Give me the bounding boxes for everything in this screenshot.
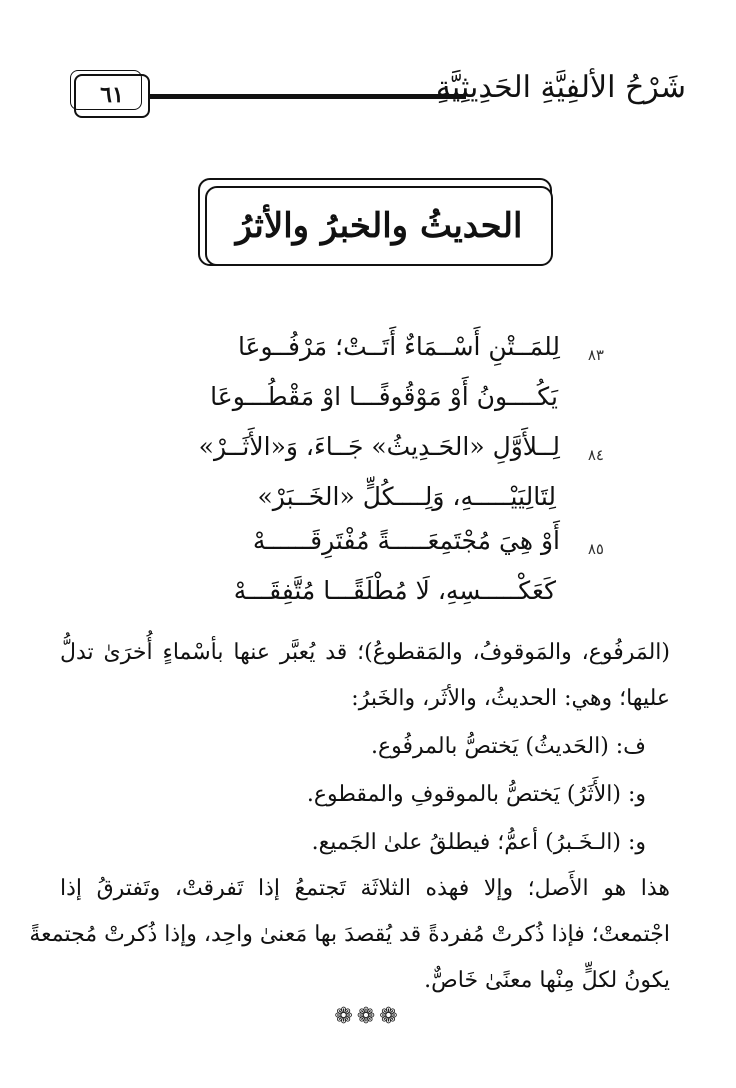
- verse-number: ٨٣: [587, 346, 604, 364]
- paragraph-line: (المَرفُوع، والمَوقوفُ، والمَقطوعُ)؛ قد يُعبَّر عنها بأسْماءٍ أُخرَىٰ تدلُّ: [60, 640, 670, 665]
- page-number-frame: [74, 74, 150, 118]
- verse-line: لِــلأَوَّلِ «الحَـدِيثُ» جَــاءَ، وَ«الأَثَــرْ»: [198, 432, 560, 461]
- verse-number: ٨٤: [587, 446, 604, 464]
- section-end-ornament: ❁❁❁: [334, 1004, 402, 1029]
- header-rule: [148, 94, 466, 99]
- chapter-title: الحديثُ والخبرُ والأثرُ: [235, 206, 523, 246]
- verse-line: لِلمَــتْنِ أَسْــمَاءٌ أَتَــتْ؛ مَرْفُــوعَا: [237, 332, 560, 361]
- definition-item: ف: (الحَديثُ) يَختصُّ بالمرفُوع.: [371, 734, 646, 759]
- verse-line: يَكُــــونُ أَوْ مَوْقُوفًـــا اوْ مَقْطُـــوعَا: [210, 382, 558, 411]
- definition-item: و: (الأَثَرُ) يَختصُّ بالموقوفِ والمقطوع.: [306, 782, 646, 807]
- verse-line: كَعَكْـــــسِهِ، لَا مُطْلَقًـــا مُتَّفِقَـــهْ: [233, 576, 556, 605]
- title-frame: [205, 186, 553, 266]
- verse-number: ٨٥: [587, 540, 604, 558]
- verse-line: لِتَالِيَيْـــــهِ، وَلِــــكُلٍّ «الخَــبَرْ»: [257, 482, 556, 511]
- paragraph-line: يكونُ لكلٍّ مِنْها معنًىٰ خَاصٌّ.: [424, 968, 670, 993]
- paragraph-line: اجْتمعتْ؛ فإذا ذُكرتْ مُفردةً قد يُقصدَ بها مَعنىٰ واحِد، وإذا ذُكرتْ مُجتمعةً: [29, 922, 670, 947]
- running-title: شَرْحُ الألفِيَّةِ الحَدِيثِيَّةِ: [435, 70, 686, 105]
- definition-item: و: (الـخَـبرُ) أعمُّ؛ فيطلقُ علىٰ الجَميع.: [311, 830, 646, 855]
- paragraph-line: عليها؛ وهي: الحديثُ، والأثَر، والخَبرُ:: [351, 686, 670, 711]
- verse-line: أَوْ هِيَ مُجْتَمِعَـــــةً مُفْتَرِقَــــــهْ: [252, 526, 560, 555]
- paragraph-line: هذا هو الأَصل؛ وإلا فهذه الثلاثَة تَجتمعُ إذا تَفرقتْ، وتَفترقُ إذا: [60, 876, 670, 901]
- page-number: ٦١: [100, 82, 124, 108]
